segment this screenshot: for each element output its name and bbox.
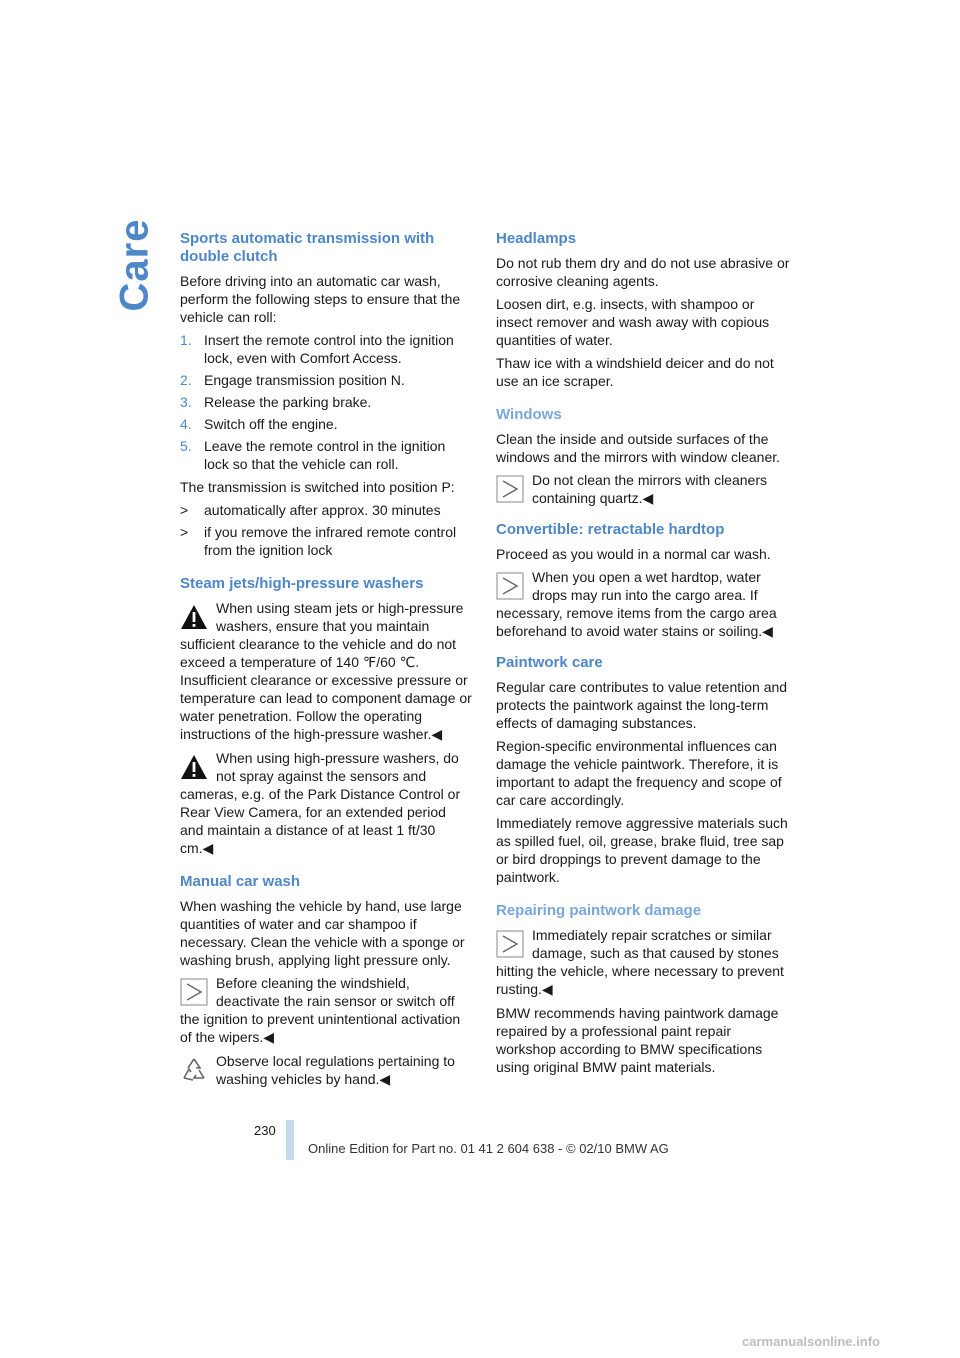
paragraph-headlamps-3: Thaw ice with a windshield deicer and do not use an ice scraper.	[496, 355, 774, 389]
info-note-hardtop: When you open a wet hardtop, water drops may run into the cargo area. If necessary, remove items from the cargo area beforehand to avoid water stains or soiling.◀	[496, 569, 777, 639]
note-arrow-icon	[496, 572, 524, 600]
step-item: 4. Switch off the engine.	[180, 416, 338, 432]
heading-sports-automatic: Sports automatic transmission with double clutch	[180, 230, 435, 265]
footer-edition: Online Edition for Part no. 01 41 2 604 638 - © 02/10 BMW AG	[308, 1141, 669, 1156]
paragraph-bmw-recommends: BMW recommends having paintwork damage repaired by a professional paint repair workshop according to BMW specifications using original BMW paint materials.	[496, 1005, 779, 1075]
warning-triangle-icon	[180, 603, 208, 631]
paragraph-paintwork-1: Regular care contributes to value retention and protects the paintwork against the long-term effects of damaging substances.	[496, 679, 788, 731]
heading-windows: Windows	[496, 406, 562, 423]
heading-steam-jets: Steam jets/high-pressure washers	[180, 575, 424, 592]
info-note-scratches: Immediately repair scratches or similar damage, such as that caused by stones hitting the vehicle, where necessary to prevent rusting.◀	[496, 927, 784, 997]
bullet-item: > automatically after approx. 30 minutes	[180, 502, 441, 518]
bullet-list	[180, 501, 472, 559]
step-item: 2. Engage transmission position N.	[180, 372, 405, 388]
paragraph-paintwork-3: Immediately remove aggressive materials such as spilled fuel, oil, grease, brake fluid, tree sap or bird droppings to prevent damage to the paintwork.	[496, 815, 788, 885]
watermark: carmanualsonline.info	[742, 1334, 880, 1349]
page-number: 230	[254, 1123, 276, 1138]
note-arrow-icon	[496, 930, 524, 958]
heading-repairing-paintwork: Repairing paintwork damage	[496, 902, 702, 919]
right-column	[496, 230, 792, 1081]
heading-headlamps: Headlamps	[496, 230, 577, 247]
note-arrow-icon	[496, 475, 524, 503]
step-item: 5. Leave the remote control in the ignition lock so that the vehicle can roll.	[180, 438, 446, 472]
section-tab-label: Care	[112, 218, 157, 312]
warning-note-2: When using high-pressure washers, do not spray against the sensors and cameras, e.g. of the Park Distance Control or Rear View Camera, for an extended period and maintain a distance of at least 1 ft/30 cm.◀	[180, 750, 461, 856]
paragraph-manual-wash: When washing the vehicle by hand, use large quantities of water and car shampoo if necessary. Clean the vehicle with a sponge or washing brush, applying light pressure only.	[180, 898, 465, 968]
paragraph-position-p: The transmission is switched into position P:	[180, 479, 455, 495]
info-note-quartz: Do not clean the mirrors with cleaners containing quartz.◀	[496, 471, 792, 507]
recycle-icon	[180, 1056, 208, 1084]
heading-paintwork-care: Paintwork care	[496, 654, 603, 671]
left-column	[180, 230, 472, 1094]
note-arrow-icon	[180, 978, 208, 1006]
heading-convertible-hardtop: Convertible: retractable hardtop	[496, 521, 725, 538]
heading-manual-car-wash: Manual car wash	[180, 873, 301, 890]
warning-triangle-icon	[180, 753, 208, 781]
paragraph-intro: Before driving into an automatic car wash, perform the following steps to ensure that the vehicle can roll:	[180, 273, 461, 325]
paragraph-headlamps-1: Do not rub them dry and do not use abrasive or corrosive cleaning agents.	[496, 255, 790, 289]
step-item: 3. Release the parking brake.	[180, 394, 372, 410]
paragraph-windows: Clean the inside and outside surfaces of the windows and the mirrors with window cleaner.	[496, 431, 781, 465]
paragraph-hardtop: Proceed as you would in a normal car wash.	[496, 546, 771, 562]
section-tab	[112, 220, 156, 310]
paragraph-headlamps-2: Loosen dirt, e.g. insects, with shampoo or insect remover and wash away with copious quantities of water.	[496, 296, 770, 348]
footer-accent-bar	[286, 1120, 294, 1160]
step-item: 1. Insert the remote control into the ignition lock, even with Comfort Access.	[180, 332, 454, 366]
steps-list	[180, 331, 472, 473]
warning-note-1: When using steam jets or high-pressure washers, ensure that you maintain sufficient clearance to the vehicle and do not exceed a temperature of 140 ℉/60 ℃. Insufficient clearance or excessive pressure or temperature can lead to component damage or water penetration. Follow the operating instructions of the high-pressure washer.◀	[180, 600, 472, 742]
info-note-wipers: Before cleaning the windshield, deactivate the rain sensor or switch off the ignition to prevent unintentional activation of the wipers.◀	[180, 975, 461, 1045]
info-note-regulations: Observe local regulations pertaining to washing vehicles by hand.◀	[180, 1052, 472, 1088]
paragraph-paintwork-2: Region-specific environmental influences can damage the vehicle paintwork. Therefore, it is important to adapt the frequency and scope of car care accordingly.	[496, 738, 782, 808]
bullet-item: > if you remove the infrared remote control from the ignition lock	[180, 524, 457, 558]
